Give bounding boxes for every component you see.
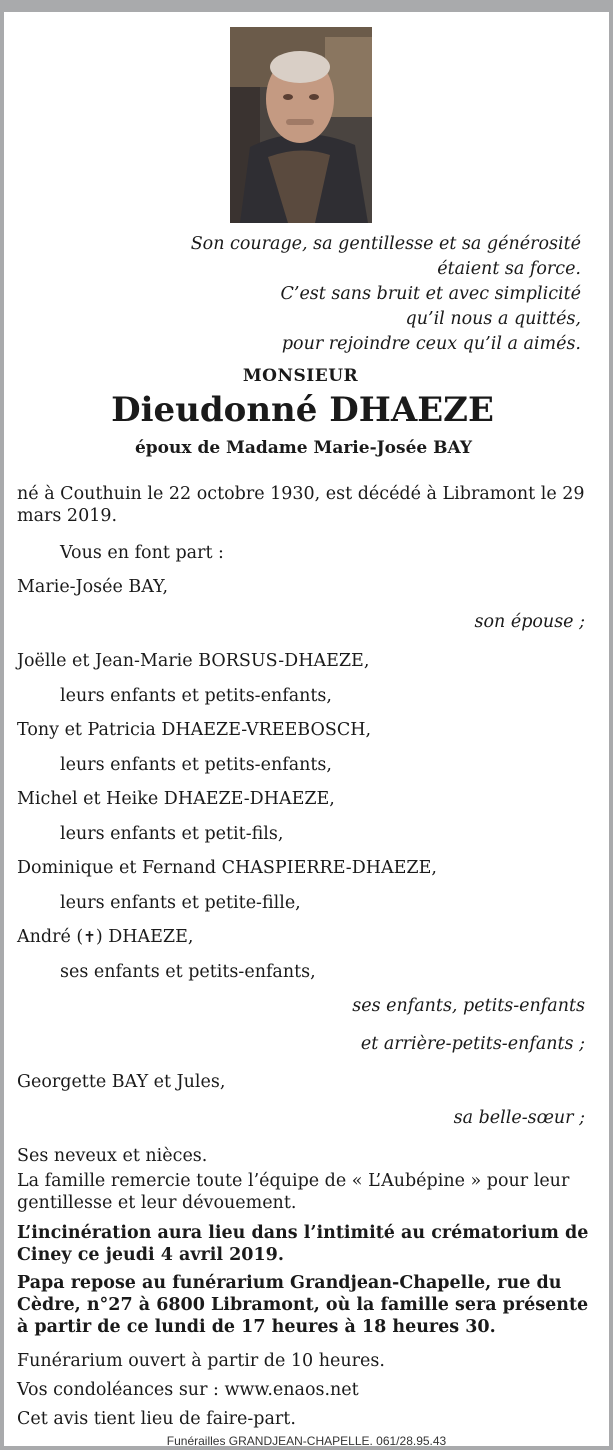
quote-line: pour rejoindre ceux qu’il a aimés. bbox=[281, 334, 581, 354]
quote bbox=[161, 232, 581, 357]
condolences: Vos condoléances sur : www.enaos.net bbox=[17, 1380, 359, 1400]
funeral-home-footer: Funérailles GRANDJEAN-CHAPELLE. 061/28.95.43 bbox=[166, 1434, 447, 1448]
family-member: Marie-Josée BAY, bbox=[17, 577, 169, 597]
thanks: La famille remercie toute l’équipe de « L’Aubépine » pour leur gentillesse et leur dévouement. bbox=[17, 1171, 570, 1213]
family-member: Michel et Heike DHAEZE-DHAEZE, bbox=[17, 789, 335, 809]
quote-line: C’est sans bruit et avec simplicité bbox=[280, 284, 581, 304]
opening-hours: Funérarium ouvert à partir de 10 heures. bbox=[17, 1351, 385, 1371]
deceased-name: Dieudonné DHAEZE bbox=[111, 390, 494, 430]
family-role: et arrière-petits-enfants ; bbox=[360, 1034, 585, 1054]
family-member: Tony et Patricia DHAEZE-VREEBOSCH, bbox=[17, 720, 372, 740]
cremation-info: L’incinération aura lieu dans l’intimité au crématorium de Ciney ce jeudi 4 avril 2019. bbox=[17, 1223, 589, 1265]
family-member bbox=[17, 926, 193, 948]
intro: Vous en font part : bbox=[60, 543, 224, 563]
notice-statement: Cet avis tient lieu de faire-part. bbox=[17, 1409, 296, 1429]
birth-death: né à Couthuin le 22 octobre 1930, est décédé à Libramont le 29 mars 2019. bbox=[17, 484, 585, 526]
quote-line: qu’il nous a quittés, bbox=[405, 309, 581, 329]
funerarium-info: Papa repose au funérarium Grandjean-Chapelle, rue du Cèdre, n°27 à 6800 Libramont, où la famille sera présente à partir de ce lundi de 17 heures à 18 heures 30. bbox=[17, 1273, 589, 1337]
family-sub: ses enfants et petits-enfants, bbox=[60, 962, 316, 982]
nephews-nieces: Ses neveux et nièces. bbox=[17, 1146, 208, 1166]
family-sub: leurs enfants et petit-fils, bbox=[60, 824, 284, 844]
family-member: Dominique et Fernand CHASPIERRE-DHAEZE, bbox=[17, 858, 437, 878]
portrait-image bbox=[230, 27, 372, 223]
quote-line: Son courage, sa gentillesse et sa générosité bbox=[190, 234, 581, 254]
civility: MONSIEUR bbox=[242, 366, 359, 386]
family-member: Joëlle et Jean-Marie BORSUS-DHAEZE, bbox=[17, 651, 370, 671]
family-sub: leurs enfants et petits-enfants, bbox=[60, 755, 332, 775]
quote-line: étaient sa force. bbox=[437, 259, 581, 279]
member-name-part: André ( bbox=[17, 927, 84, 947]
family-member: Georgette BAY et Jules, bbox=[17, 1072, 226, 1092]
family-sub: leurs enfants et petite-fille, bbox=[60, 893, 301, 913]
family-role: ses enfants, petits-enfants bbox=[352, 996, 585, 1016]
cross-icon: ✝ bbox=[83, 928, 96, 946]
deceased-photo bbox=[230, 27, 372, 223]
family-role: son épouse ; bbox=[474, 612, 585, 632]
family-role: sa belle-sœur ; bbox=[453, 1108, 585, 1128]
family-sub: leurs enfants et petits-enfants, bbox=[60, 686, 332, 706]
member-name-part: ) DHAEZE, bbox=[95, 927, 194, 947]
spouse-line: époux de Madame Marie-Josée BAY bbox=[134, 438, 472, 458]
